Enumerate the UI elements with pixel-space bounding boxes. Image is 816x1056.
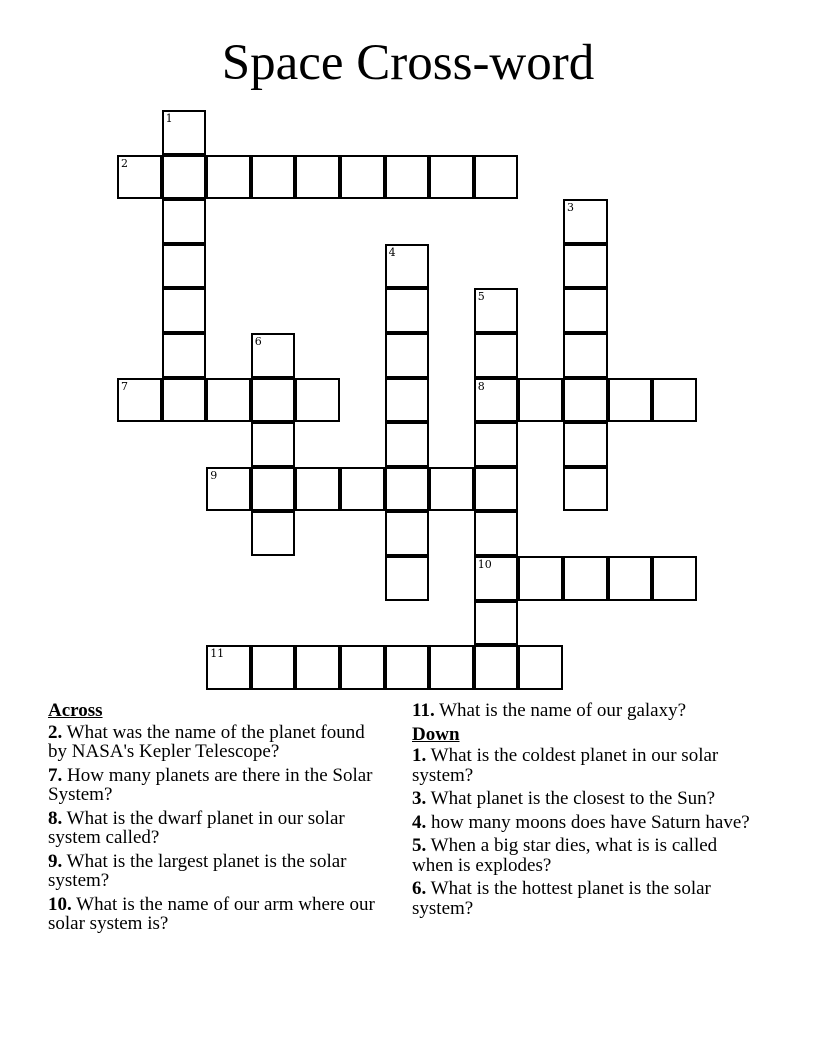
clue-down-6 bbox=[412, 879, 752, 918]
clue-number: 6. bbox=[412, 878, 427, 899]
across-heading: Across bbox=[48, 700, 103, 721]
grid-cell[interactable] bbox=[518, 556, 563, 601]
grid-cell[interactable] bbox=[474, 511, 519, 556]
grid-cell-number: 6 bbox=[254, 335, 262, 348]
grid-cell[interactable] bbox=[474, 155, 519, 200]
grid-cell[interactable] bbox=[206, 155, 251, 200]
clue-number: 10. bbox=[48, 893, 72, 915]
grid-cell-number: 7 bbox=[121, 379, 128, 393]
clue-across-10 bbox=[48, 895, 378, 934]
grid-cell[interactable] bbox=[563, 333, 608, 378]
clue-down-3 bbox=[412, 789, 752, 809]
grid-cell-number: 1 bbox=[165, 112, 173, 125]
grid-cell[interactable] bbox=[206, 645, 251, 690]
grid-cell-number: 2 bbox=[121, 156, 128, 170]
grid-cell[interactable] bbox=[117, 378, 162, 423]
grid-cell[interactable] bbox=[385, 288, 430, 333]
grid-cell[interactable] bbox=[474, 378, 519, 423]
grid-cell[interactable] bbox=[474, 333, 519, 378]
grid-cell[interactable] bbox=[340, 645, 385, 690]
grid-cell[interactable] bbox=[162, 378, 207, 423]
clue-down-4 bbox=[412, 813, 752, 833]
clue-text: What was the name of the planet found by NASA's Kepler Telescope? bbox=[48, 721, 365, 762]
clue-number: 2. bbox=[48, 721, 63, 743]
grid-cell[interactable] bbox=[518, 378, 563, 423]
clue-number: 1. bbox=[412, 745, 427, 766]
grid-cell[interactable] bbox=[474, 601, 519, 646]
grid-cell[interactable] bbox=[563, 467, 608, 512]
grid-cell[interactable] bbox=[385, 467, 430, 512]
clue-text: What is the dwarf planet in our solar system called? bbox=[48, 807, 345, 848]
grid-cell[interactable] bbox=[162, 288, 207, 333]
grid-cell[interactable] bbox=[385, 511, 430, 556]
clue-text: What planet is the closest to the Sun? bbox=[430, 788, 716, 809]
grid-cell[interactable] bbox=[563, 422, 608, 467]
grid-cell[interactable] bbox=[652, 556, 697, 601]
grid-cell[interactable] bbox=[162, 244, 207, 289]
grid-cell[interactable] bbox=[295, 155, 340, 200]
grid-cell[interactable] bbox=[340, 467, 385, 512]
grid-cell[interactable] bbox=[385, 422, 430, 467]
grid-cell[interactable] bbox=[474, 288, 519, 333]
clue-number: 8. bbox=[48, 807, 63, 829]
grid-cell[interactable] bbox=[251, 155, 296, 200]
grid-cell[interactable] bbox=[251, 378, 296, 423]
grid-cell[interactable] bbox=[206, 467, 251, 512]
grid-cell-number: 11 bbox=[210, 647, 225, 661]
grid-cell[interactable] bbox=[518, 645, 563, 690]
clues-column-left bbox=[48, 701, 378, 938]
clue-number: 4. bbox=[412, 811, 427, 833]
grid-cell[interactable] bbox=[563, 199, 608, 244]
grid-cell-number: 10 bbox=[477, 558, 492, 571]
grid-cell[interactable] bbox=[474, 645, 519, 690]
grid-cell[interactable] bbox=[652, 378, 697, 423]
grid-cell-number: 9 bbox=[210, 468, 218, 482]
clue-number: 5. bbox=[412, 835, 427, 856]
down-heading: Down bbox=[412, 723, 460, 745]
grid-cell[interactable] bbox=[162, 199, 207, 244]
grid-cell[interactable] bbox=[474, 467, 519, 512]
grid-cell[interactable] bbox=[295, 645, 340, 690]
clue-number: 7. bbox=[48, 764, 63, 786]
grid-cell[interactable] bbox=[563, 244, 608, 289]
clue-number: 3. bbox=[412, 788, 427, 809]
grid-cell[interactable] bbox=[340, 155, 385, 200]
grid-cell[interactable] bbox=[608, 378, 653, 423]
grid-cell[interactable] bbox=[608, 556, 653, 601]
grid-cell-number: 5 bbox=[477, 290, 485, 304]
grid-cell[interactable] bbox=[162, 333, 207, 378]
clue-across-9 bbox=[48, 852, 378, 891]
grid-cell[interactable] bbox=[162, 110, 207, 155]
grid-cell[interactable] bbox=[385, 333, 430, 378]
grid-cell[interactable] bbox=[563, 378, 608, 423]
grid-cell[interactable] bbox=[295, 378, 340, 423]
grid-cell[interactable] bbox=[385, 378, 430, 423]
clue-across-7 bbox=[48, 766, 378, 805]
page-title: Space Cross-word bbox=[221, 35, 595, 91]
clue-across-2 bbox=[48, 723, 378, 762]
clue-text: How many planets are there in the Solar System? bbox=[48, 764, 373, 805]
clue-text: What is the name of our arm where our solar system is? bbox=[48, 893, 375, 934]
clue-number: 11. bbox=[412, 700, 435, 721]
grid-cell[interactable] bbox=[117, 155, 162, 200]
grid-cell[interactable] bbox=[295, 467, 340, 512]
grid-cell[interactable] bbox=[251, 422, 296, 467]
clue-number: 9. bbox=[48, 850, 63, 872]
clue-text: What is the coldest planet in our solar system? bbox=[412, 745, 719, 786]
grid-cell-number: 4 bbox=[388, 245, 396, 259]
grid-cell[interactable] bbox=[206, 378, 251, 423]
grid-cell[interactable] bbox=[563, 556, 608, 601]
clue-across-11 bbox=[412, 701, 752, 721]
grid-cell[interactable] bbox=[385, 645, 430, 690]
clue-text: When a big star dies, what is is called when is explodes? bbox=[412, 835, 718, 876]
grid-cell[interactable] bbox=[429, 645, 474, 690]
grid-cell[interactable] bbox=[251, 511, 296, 556]
clues-column-right bbox=[412, 701, 752, 922]
grid-cell[interactable] bbox=[429, 155, 474, 200]
grid-cell[interactable] bbox=[429, 467, 474, 512]
grid-cell[interactable] bbox=[251, 467, 296, 512]
grid-cell[interactable] bbox=[162, 155, 207, 200]
clue-text: What is the name of our galaxy? bbox=[439, 700, 687, 721]
grid-cell[interactable] bbox=[563, 288, 608, 333]
clue-down-5 bbox=[412, 836, 752, 875]
grid-cell[interactable] bbox=[474, 422, 519, 467]
clue-down-1 bbox=[412, 746, 752, 785]
grid-cell-number: 8 bbox=[477, 379, 485, 393]
clue-across-8 bbox=[48, 809, 378, 848]
clue-text: how many moons does have Saturn have? bbox=[431, 811, 750, 833]
grid-cell-number: 3 bbox=[567, 201, 574, 215]
grid-cell[interactable] bbox=[251, 645, 296, 690]
grid-cell[interactable] bbox=[385, 244, 430, 289]
grid-cell[interactable] bbox=[385, 155, 430, 200]
clue-text: What is the largest planet is the solar system? bbox=[48, 850, 347, 891]
clue-text: What is the hottest planet is the solar system? bbox=[412, 878, 711, 919]
grid-cell[interactable] bbox=[251, 333, 296, 378]
grid-cell[interactable] bbox=[385, 556, 430, 601]
grid-cell[interactable] bbox=[474, 556, 519, 601]
